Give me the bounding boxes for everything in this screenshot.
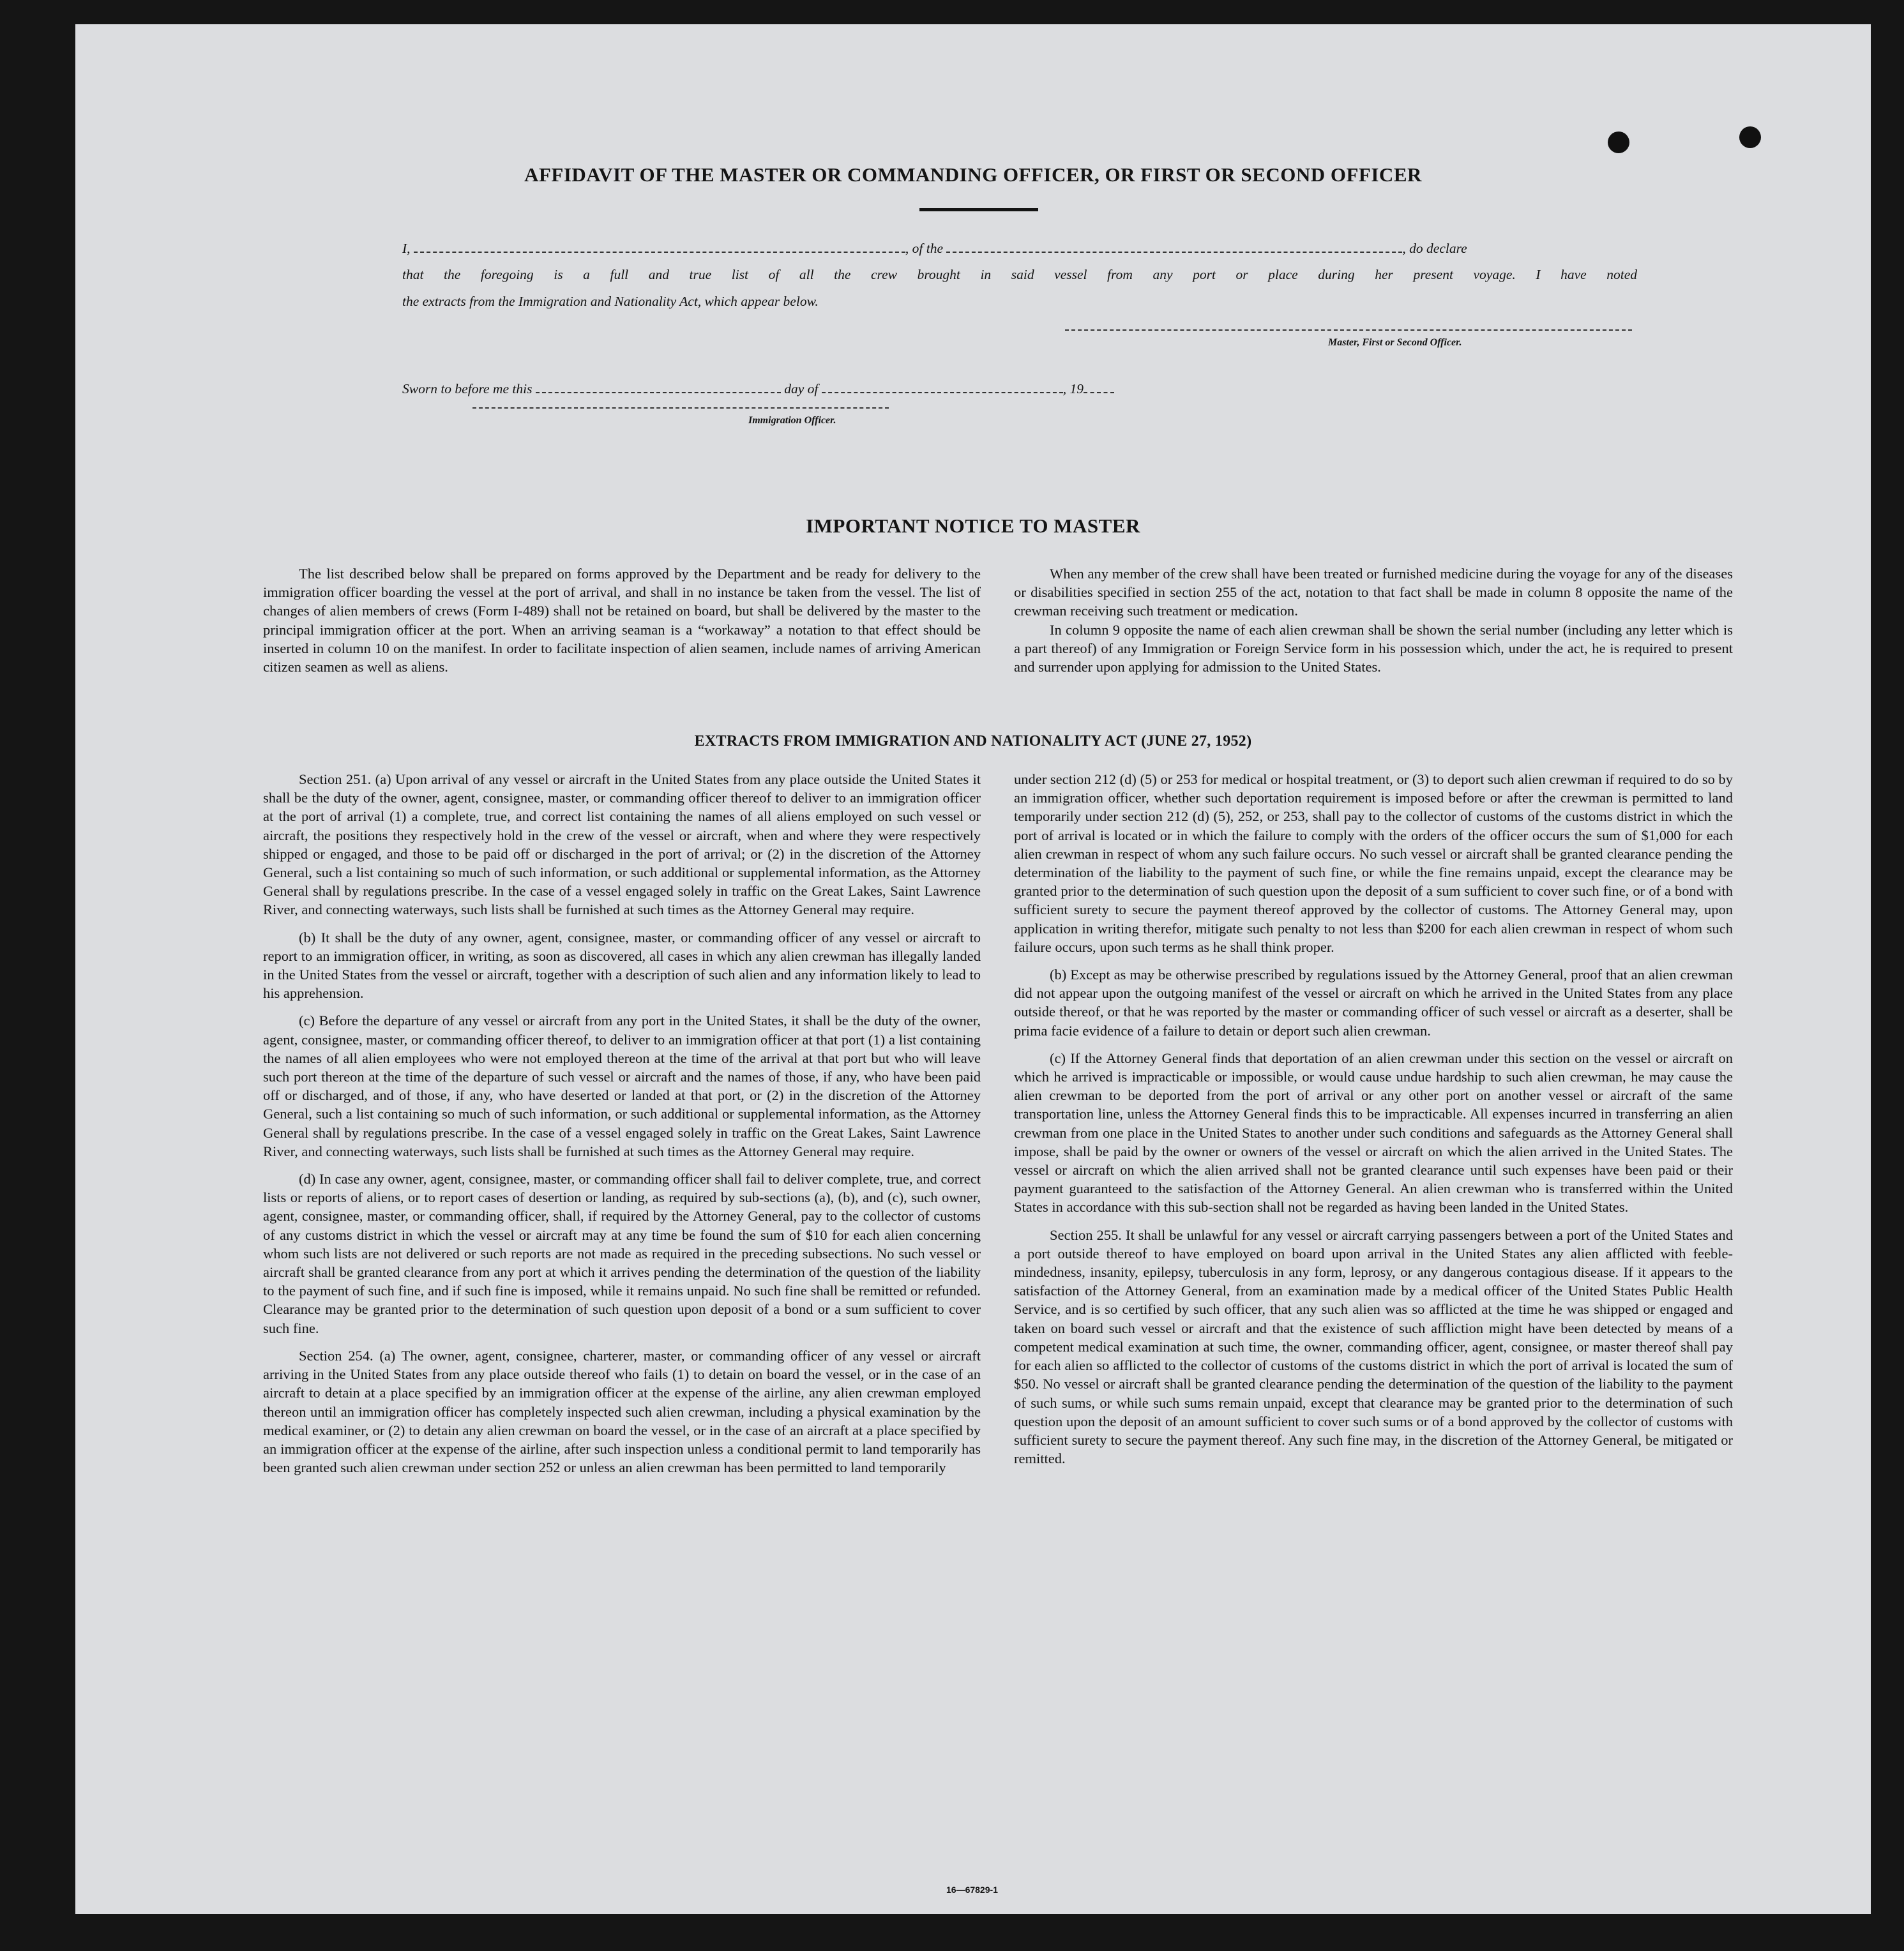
section-254-a-continued: under section 212 (d) (5) or 253 for medical or hospital treatment, or (3) to deport such alien crewman if required to do so by an immigration officer, whether such deportation requirement is imposed before or after the crewman is permitted to land temporarily under section 212 (d) (5), 252, or 253, shall pay to the collector of customs of the customs district in which the port of arrival is located or in which the failure to comply with the orders of the officer occurs the sum of $1,000 for each alien crewman in respect of whom any such failure occurs. No such vessel or aircraft shall be granted clearance pending the determination of the liability to the payment of such fine, or while the fine remains unpaid, except the clearance may be granted prior to the determination of such question upon the deposit of a sum sufficient to cover such fine, or of a bond with sufficient surety to secure the payment thereof approved by the collector of customs. The Attorney General may, upon application in writing therefor, mitigate such penalty to not less than $200 for each alien crewman in respect of whom such failure occurs, upon such terms as he shall think proper. [1014, 771, 1733, 955]
punch-hole [1608, 132, 1629, 153]
declaration-line-2: that the foregoing is a full and true list of all the crew brought in said vessel from any port or place during her present voyage. I have noted [402, 267, 1637, 282]
document-page [75, 24, 1871, 1914]
vessel-blank[interactable] [946, 235, 1402, 253]
sworn-month-blank[interactable] [822, 375, 1063, 393]
notice-left-column [263, 564, 981, 676]
immigration-officer-caption: Immigration Officer. [748, 415, 836, 426]
extracts-left-column [263, 770, 981, 1477]
notice-title: IMPORTANT NOTICE TO MASTER [806, 515, 1140, 537]
form-number: 16—67829-1 [946, 1885, 998, 1895]
sworn-year-blank[interactable] [1084, 375, 1114, 393]
section-251-a: Section 251. (a) Upon arrival of any vessel or aircraft in the United States from any place outside the United States it shall be the duty of the owner, agent, consignee, master, or commanding officer thereof to deliver to an immigration officer at the port of arrival (1) a complete, true, and correct list containing the names of all aliens employed on such vessel or aircraft, the positions they respectively hold in the crew of the vessel or aircraft, when and where they were respectively shipped or engaged, and those to be paid off or discharged in the port of arrival; or (2) in the discretion of the Attorney General, such a list containing so much of such information, or such additional or supplemental information, as the Attorney General shall by regulations prescribe. In the case of a vessel engaged solely in traffic on the Great Lakes, Saint Lawrence River, and connecting waterways, such lists shall be furnished at such times as the Attorney General may require. [263, 771, 981, 918]
section-255: Section 255. It shall be unlawful for any vessel or aircraft carrying passengers between a port of the United States and a port outside thereof to have employed on board upon arrival in the United States any alien afflicted with feeble-mindedness, insanity, epilepsy, tuberculosis in any form, leprosy, or any dangerous contagious disease. If it appears to the satisfaction of the Attorney General, from an examination made by a medical officer of the United States Public Health Service, and is so certified by such officer, that any such alien was so afflicted at the time he was shipped or engaged and taken on board such vessel or aircraft and that the existence of such affliction might have been detected by means of a competent medical examination at such time, the owner, commanding officer, agent, consignee, or master thereof shall pay for each alien so afflicted to the collector of customs of the customs district in which the port of arrival is located the sum of $50. No vessel or aircraft shall be granted clearance pending the determination of the question of the liability to the payment of such sums, or while such sums remain unpaid, except that clearance may be granted prior to the determination of such question upon the deposit of an amount sufficient to cover such sums or of a bond approved by the collector of customs with sufficient surety to secure the payment thereof. Any such fine may, in the discretion of the Attorney General, be mitigated or remitted. [1014, 1226, 1733, 1467]
name-blank[interactable] [414, 235, 905, 253]
notice-paragraph: In column 9 opposite the name of each alien crewman shall be shown the serial number (including any letter which is a part thereof) of any Immigration or Foreign Service form in his possession which, under the act, he is required to present and surrender upon applying for admission to the United States. [1014, 621, 1733, 675]
section-254-b: (b) Except as may be otherwise prescribed by regulations issued by the Attorney General, proof that an alien crewman did not appear upon the outgoing manifest of the vessel or aircraft on which he arrived in the United States from any place outside thereof, or that he was reported by the master or commanding officer of such vessel or aircraft as a deserter, shall be prima facie evidence of a failure to detain or deport such alien crewman. [1014, 967, 1733, 1039]
extracts-right-column [1014, 770, 1733, 1468]
declaration-pronoun: I, [402, 241, 411, 256]
declaration-of-the: , of the [905, 241, 944, 256]
master-signature-caption: Master, First or Second Officer. [1328, 337, 1462, 348]
section-254-c: (c) If the Attorney General finds that deportation of an alien crewman under this section on the vessel or aircraft on which he arrived is impracticable or impossible, or would cause undue hardship to such alien crewman, he may cause the alien crewman to be deported from the port of arrival or any other port on another vessel or aircraft of the same transportation line, unless the Attorney General finds this to be impracticable. All expenses incurred in transferring an alien crewman from one place in the United States to another under such conditions and safeguards as the Attorney General shall impose, shall be paid by the owner or owners of the vessel or aircraft on which the alien arrived in the United States. The vessel or aircraft on which the alien arrived shall not be granted clearance until such expenses have been paid or their payment guaranteed to the satisfaction of the Attorney General. An alien crewman who is transferred within the United States in accordance with this sub-section shall not be regarded as having been landed in the United States. [1014, 1050, 1733, 1216]
extracts-title: EXTRACTS FROM IMMIGRATION AND NATIONALITY ACT (JUNE 27, 1952) [694, 733, 1252, 750]
notice-paragraph: When any member of the crew shall have been treated or furnished medicine during the voyage for any of the diseases or disabilities specified in section 255 of the act, notation to that fact shall be made in column 8 opposite the name of the crewman receiving such treatment or medication. [1014, 566, 1733, 619]
sworn-year-prefix: , 19 [1062, 381, 1084, 396]
sworn-day-of: day of [784, 381, 819, 396]
declaration-line-3: the extracts from the Immigration and Nationality Act, which appear below. [402, 294, 819, 309]
section-254-a: Section 254. (a) The owner, agent, consignee, charterer, master, or commanding officer of any vessel or aircraft arriving in the United States from any place outside thereof who fails (1) to detain on board the vessel, or in the case of an aircraft to detain at a place specified by an immigration officer at the expense of the airline, any alien crewman employed thereon until an immigration officer has completely inspected such alien crewman, including a physical examination by the medical examiner, or (2) to detain any alien crewman on board the vessel, or in the case of an aircraft at a place specified by an immigration officer at the expense of the airline, after such inspection unless a conditional permit to land temporarily has been granted such alien crewman under section 252 or unless an alien crewman has been permitted to land temporarily [263, 1347, 981, 1476]
notice-right-column [1014, 564, 1733, 676]
punch-hole [1739, 126, 1761, 148]
declaration-do-declare: , do declare [1402, 241, 1467, 256]
affidavit-title: AFFIDAVIT OF THE MASTER OR COMMANDING OFFICER, OR FIRST OR SECOND OFFICER [524, 163, 1422, 186]
sworn-prefix: Sworn to before me this [402, 381, 533, 396]
section-251-b: (b) It shall be the duty of any owner, agent, consignee, master, or commanding officer of any vessel or aircraft to report to an immigration officer, in writing, as soon as discovered, all cases in which any alien crewman has illegally landed in the United States from the vessel or aircraft, together with a description of such alien and any information likely to lead to his apprehension. [263, 929, 981, 1002]
immigration-officer-signature-line[interactable] [472, 406, 889, 409]
title-underline [919, 208, 1038, 211]
sworn-day-blank[interactable] [536, 375, 781, 393]
declaration-line-1 [402, 235, 1637, 261]
section-251-c: (c) Before the departure of any vessel or aircraft from any port in the United States, it shall be the duty of the owner, agent, consignee, master, or commanding officer thereof, to deliver to an immigration officer at that port (1) a list containing the names of all alien employees who were not employed thereon at the time of the arrival at that port but who will leave such port thereon at the time of the departure of such vessel or aircraft and the names of those, if any, who have been paid off or discharged, and of those, if any, who have deserted or landed at that port, or (2) in the discretion of the Attorney General, such a list containing so much of such information, or such additional or supplemental information, as the Attorney General shall by regulations prescribe. In the case of a vessel engaged solely in traffic on the Great Lakes, Saint Lawrence River, and connecting waterways, such lists shall be furnished at such times as the Attorney General may require. [263, 1013, 981, 1159]
sworn-statement [402, 375, 1114, 397]
master-signature-line[interactable] [1065, 328, 1632, 331]
section-251-d: (d) In case any owner, agent, consignee, master, or commanding officer shall fail to deliver complete, true, and correct lists or reports of aliens, or to report cases of desertion or landing, as required by sub-sections (a), (b), and (c), such owner, agent, consignee, master, or commanding officer, shall, if required by the Attorney General, pay to the collector of customs of any customs district in which the vessel or aircraft may at any time be found the sum of $10 for each alien concerning whom such lists are not delivered or such reports are not made as required in the preceding subsections. No such vessel or aircraft shall be granted clearance from any port at which it arrives pending the determination of the question of the liability to the payment of such fine, and if such fine is imposed, while it remains unpaid. No such fine shall be remitted or refunded. Clearance may be granted prior to the determination of such question upon deposit of a bond or a sum sufficient to cover such fine. [263, 1171, 981, 1336]
notice-paragraph: The list described below shall be prepared on forms approved by the Department and be ready for delivery to the immigration officer boarding the vessel at the port of arrival, and shall in no instance be taken from the vessel. The list of changes of alien members of crews (Form I-489) shall not be retained on board, but shall be delivered by the master to the principal immigration officer at the port. When an arriving seaman is a “workaway” a notation to that effect should be inserted in column 10 on the manifest. In order to facilitate inspection of alien seamen, include names of arriving American citizen seamen as well as aliens. [263, 566, 981, 675]
